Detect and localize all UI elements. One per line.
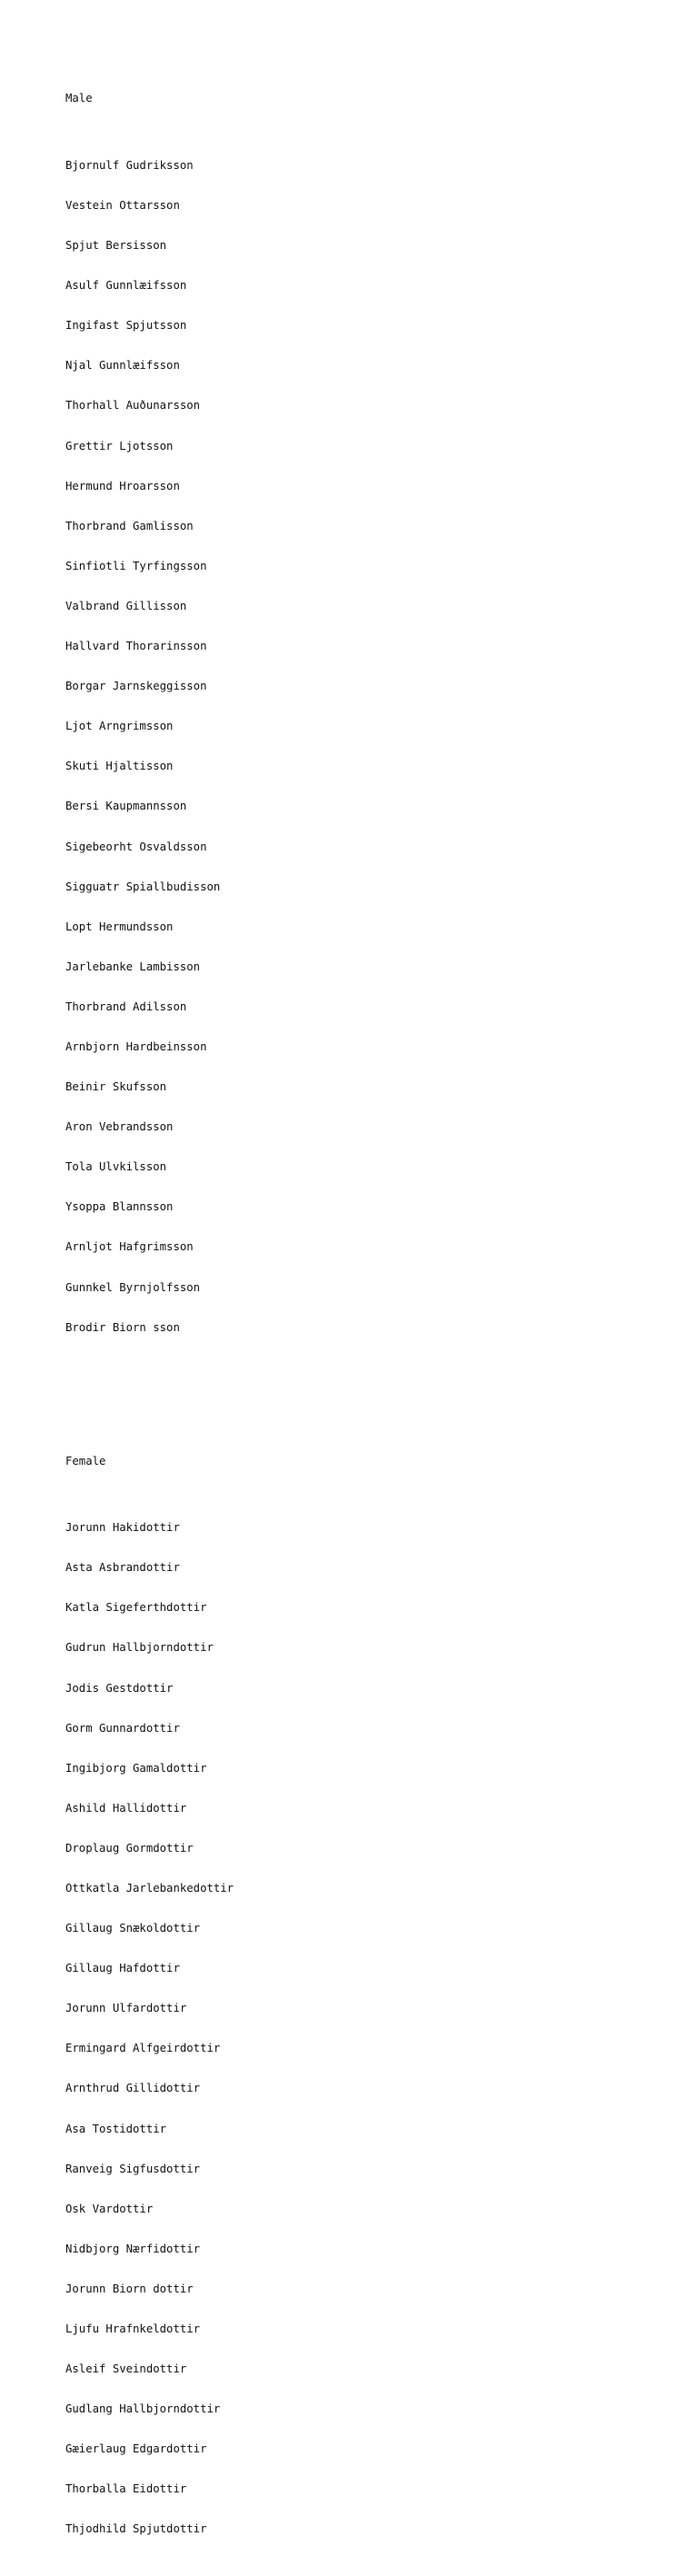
female-names-list (65, 1495, 234, 2563)
male-name: Ysoppa Blannsson (65, 1200, 174, 1214)
female-name: Jorunn Biorn dottir (65, 2282, 194, 2295)
female-name: Gudrun Hallbjorndottir (65, 1641, 214, 1655)
male-name: Hallvard Thorarinsson (65, 640, 207, 653)
female-name: Osk Vardottir (65, 2202, 154, 2215)
female-name: Asta Asbrandottir (65, 1561, 180, 1575)
female-name: Asleif Sveindottir (65, 2362, 187, 2376)
male-name: Spjut Bersisson (65, 239, 167, 253)
female-name: Asa Tostidottir (65, 2122, 167, 2135)
male-name: Beinir Skufsson (65, 1080, 167, 1094)
male-name: Brodir Biorn sson (65, 1320, 180, 1334)
female-name: Gillaug Snækoldottir (65, 1922, 201, 1935)
male-name: Sigguatr Spiallbudisson (65, 880, 221, 893)
male-name: Sinfiotli Tyrfingsson (65, 559, 207, 572)
male-name: Skuti Hjaltisson (65, 760, 174, 773)
female-name: Jorunn Ulfardottir (65, 2002, 187, 2015)
male-name: Valbrand Gillisson (65, 599, 187, 612)
female-name: Jorunn Hakidottir (65, 1521, 180, 1535)
male-name: Thorbrand Gamlisson (65, 519, 194, 532)
female-name: Gudlang Hallbjorndottir (65, 2402, 221, 2416)
male-name: Sigebeorht Osvaldsson (65, 840, 207, 853)
male-name: Hermund Hroarsson (65, 479, 180, 492)
male-name: Vestein Ottarsson (65, 199, 180, 212)
male-name: Ingifast Spjutsson (65, 319, 187, 333)
female-name: Arnthrud Gillidottir (65, 2082, 201, 2095)
female-name: Ljufu Hrafnkeldottir (65, 2322, 201, 2335)
female-name: Thjodhild Spjutdottir (65, 2522, 207, 2536)
male-name: Njal Gunnlæifsson (65, 359, 180, 373)
female-name: Gorm Gunnardottir (65, 1721, 180, 1735)
male-name: Jarlebanke Lambisson (65, 960, 201, 973)
male-name: Thorhall Auðunarsson (65, 399, 201, 413)
male-name: Arnbjorn Hardbeinsson (65, 1039, 207, 1053)
male-name: Borgar Jarnskeggisson (65, 680, 207, 693)
female-name: Katla Sigeferthdottir (65, 1601, 207, 1615)
female-name: Droplaug Gormdottir (65, 1841, 194, 1855)
male-name: Lopt Hermundsson (65, 920, 174, 933)
female-name: Gæierlaug Edgardottir (65, 2442, 207, 2456)
male-name: Ljot Arngrimsson (65, 720, 174, 733)
female-name: Ranveig Sigfusdottir (65, 2162, 201, 2175)
female-name: Ingibjorg Gamaldottir (65, 1761, 207, 1775)
female-name: Jodis Gestdottir (65, 1681, 174, 1695)
male-name: Tola Ulvkilsson (65, 1160, 167, 1174)
section-spacer (65, 1401, 234, 1415)
male-name: Bjornulf Gudriksson (65, 158, 194, 172)
female-name: Thorballa Eidottir (65, 2482, 187, 2496)
male-name: Asulf Gunnlæifsson (65, 279, 187, 293)
male-name: Thorbrand Adilsson (65, 1000, 187, 1013)
female-name: Ermingard Alfgeirdottir (65, 2042, 221, 2055)
female-name: Ashild Hallidottir (65, 1801, 187, 1815)
female-name: Gillaug Hafdottir (65, 1962, 180, 1975)
female-name: Ottkatla Jarlebankedottir (65, 1881, 234, 1895)
male-name: Gunnkel Byrnjolfsson (65, 1280, 201, 1294)
male-names-list (65, 133, 234, 1361)
male-name: Arnljot Hafgrimsson (65, 1240, 194, 1254)
female-heading: Female (65, 1454, 106, 1467)
male-name: Aron Vebrandsson (65, 1120, 174, 1134)
male-heading: Male (65, 92, 93, 105)
male-name: Grettir Ljotsson (65, 439, 174, 453)
male-name: Bersi Kaupmannsson (65, 800, 187, 813)
female-name: Nidbjorg Nærfidottir (65, 2242, 201, 2255)
names-document (65, 65, 234, 2576)
